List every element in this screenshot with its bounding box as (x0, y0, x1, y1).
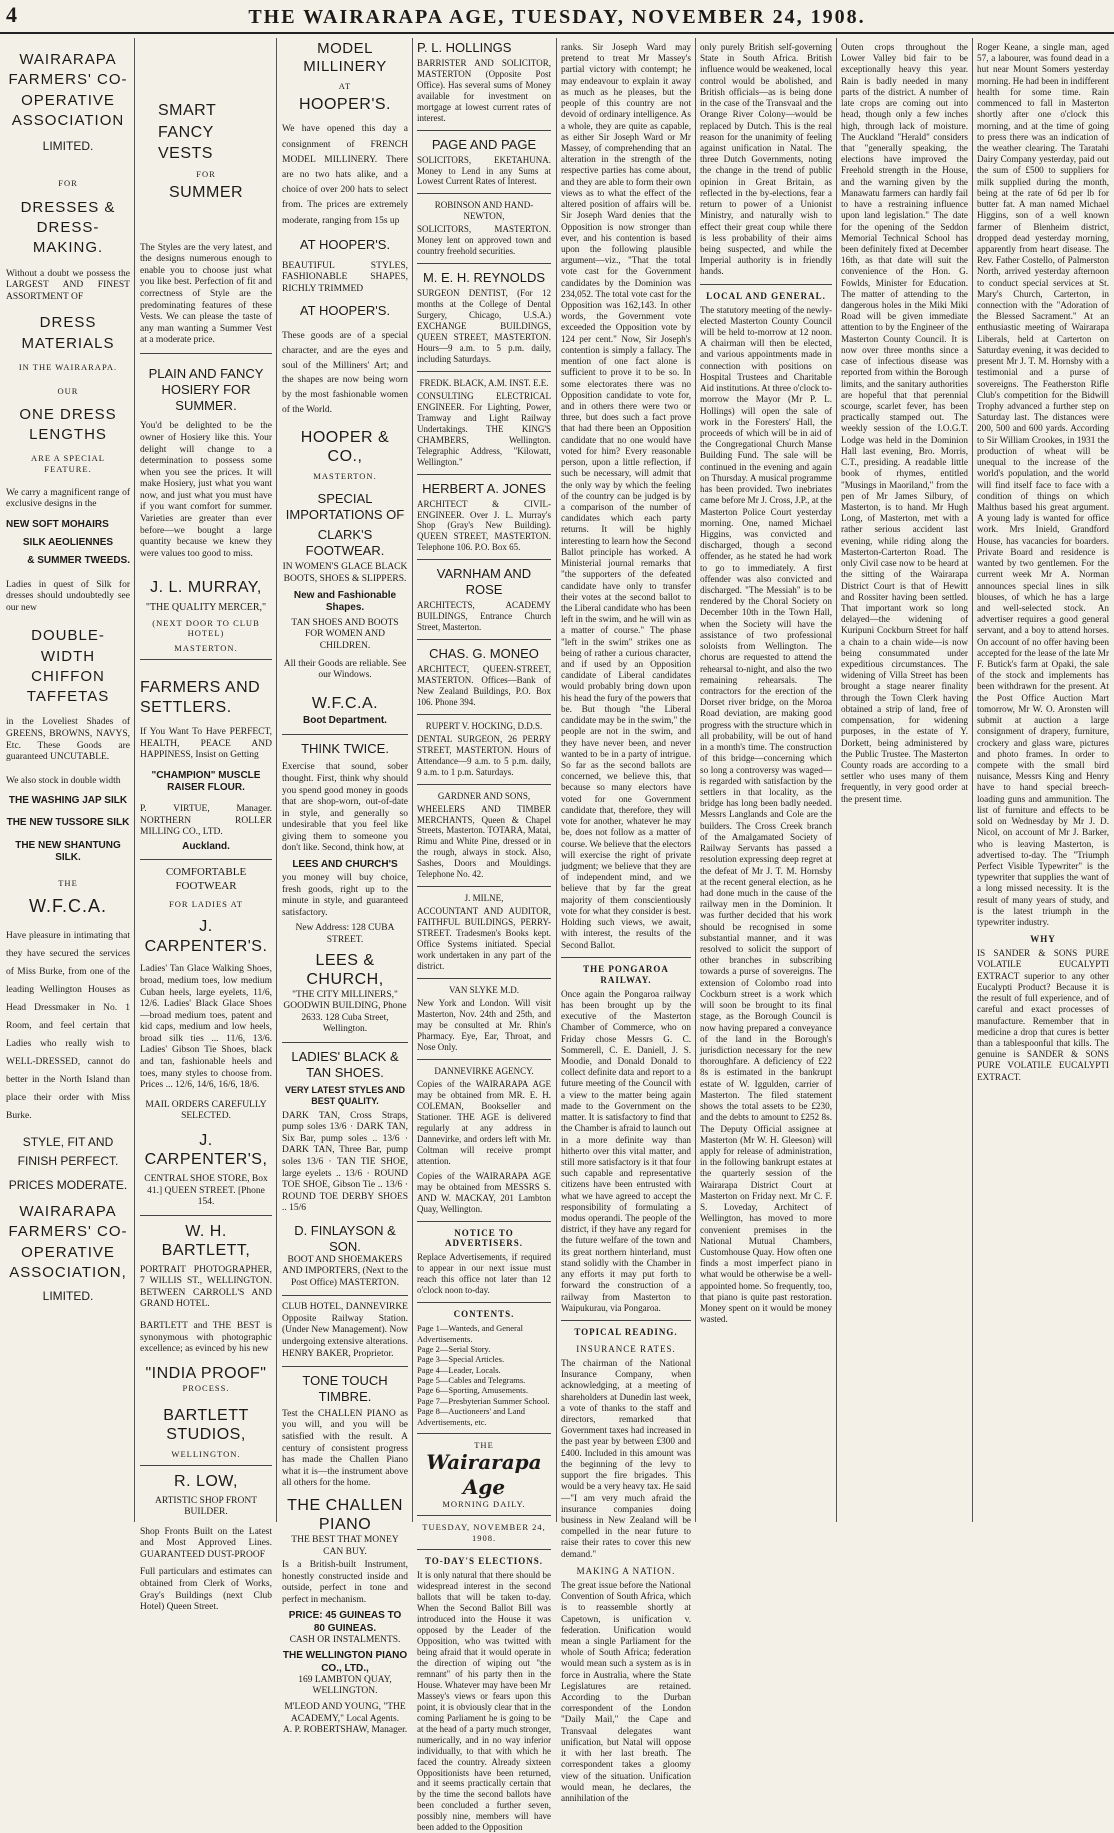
robertshaw: A. P. ROBERTSHAW, Manager. (282, 1725, 408, 1736)
tan-list: DARK TAN, Cross Straps, pump soles 13/6 · DARK TAN, Six Bar, pump soles .. 13/6 · DARK TAN, Three Bar, pump soles 13/6 · TAN TIE SHOE, large eyelets .. 13/6 · ROUND TOE SHOE, Gibson Tie .. 13/6 · ROUND TOE DERBY SHOES .. 15/6 (282, 1110, 408, 1214)
special-feature: ARE A SPECIAL FEATURE. (31, 453, 105, 474)
limited-footer: LIMITED. (42, 1289, 94, 1304)
morning-daily: MORNING DAILY. (442, 1499, 526, 1510)
org-name: WAIRARAPA FARMERS' CO-OPERATIVE ASSOCIATION (8, 51, 128, 129)
column-4-directory-leader (417, 40, 551, 1833)
topical-heading: TOPICAL READING. (574, 1327, 678, 1337)
why-text: IS SANDER & SONS PURE VOLATILE EUCALYPTI EXTRACT superior to any other Eucalypti Product? Because it is the result of full experience, and of careful and exact processes of manufacture. Remember that in medicine a drop that cures is better than a tablespoonful that kills. The genuine is SANDER & SONS PURE VOLATILE EUCALYPTI EXTRACT. (977, 948, 1109, 1082)
divider (417, 263, 551, 264)
india-proof: "INDIA PROOF" (145, 1364, 267, 1382)
millinery-heading: MODEL MILLINERY (303, 40, 387, 76)
challen-text: Test the CHALLEN PIANO as you will, and you will be satisfied with the result. A century of consistent progress has made the Challen Piano what it is—the instrument above all others for the home. (282, 1408, 408, 1489)
divider (417, 559, 551, 560)
vests-for: FOR (196, 168, 216, 179)
hooper-co: HOOPER & CO., (300, 428, 390, 466)
column-rule (276, 38, 277, 1522)
divider (417, 1515, 551, 1516)
divider (140, 859, 272, 860)
finlayson: D. FINLAYSON & SON. (294, 1222, 396, 1254)
bartlett-sub: PORTRAIT PHOTOGRAPHER, 7 WILLIS ST., WELLINGTON. BETWEEN CARROLL'S AND GRAND HOTEL. (140, 1264, 272, 1310)
dresses-heading: DRESSES & DRESS-MAKING. (20, 198, 116, 257)
moneo: CHAS. G. MONEO (429, 646, 539, 661)
very-latest: VERY LATEST STYLES AND BEST QUALITY. (284, 1084, 405, 1106)
dannevirke-text: Copies of the WAIRARAPA AGE may be obtained from MR. E. H. COLEMAN, Bookseller and Stationer. THE AGE is delivered regularly at any address in Dannevirke, and orders left with Mr. Coltman will receive prompt attention. (417, 1078, 551, 1166)
divider (561, 957, 691, 958)
divider (282, 1366, 408, 1367)
quality-mercer: "THE QUALITY MERCER," (145, 601, 267, 613)
lees-text: you money will buy choice, fresh goods, right up to the minute in style, and guaranteed satisfactory. (282, 873, 408, 918)
central-shoe: CENTRAL SHOE STORE, Box 41.] QUEEN STREET. [Phone 154. (144, 1173, 268, 1208)
our-label: OUR (57, 386, 79, 397)
column-1-wfca-ad (6, 40, 130, 1520)
best-money: THE BEST THAT MONEY CAN BUY. (291, 1534, 399, 1557)
lees-church: LEES AND CHURCH'S (292, 858, 398, 870)
divider (417, 371, 551, 372)
divider (282, 1042, 408, 1043)
one-dress-lengths: ONE DRESS LENGTHS (19, 405, 117, 443)
jap-silk: THE WASHING JAP SILK (8, 795, 128, 807)
burke-text: Have pleasure in intimating that they have secured the services of Miss Burke, from one of the leading Wellington Houses as Head Dressmaker in No. 1 Room, and feel certain that Ladies who really wish to WELL-DRESSED, cannot do better in the North Island than place their order with Miss Burke. (6, 930, 130, 1122)
page-text: SOLICITORS, EKETAHUNA. Money to Lend in any Sums at Lowest Current Rates of Interest. (417, 154, 551, 187)
divider (417, 130, 551, 131)
hocking-text: DENTAL SURGEON, 26 PERRY STREET, MASTERTON. Hours of Attendance—9 a.m. to 5 p.m. daily, 9 a.m. to 1 p.m. Saturdays. (417, 733, 551, 777)
vests-summer: SUMMER (168, 184, 244, 202)
gardner-text: WHEELERS AND TIMBER MERCHANTS, Queen & Chapel Streets, Masterton. TOTARA, Matai, Rimu and White Pine, dressed or in the rough, always in stock. Also, Sashes, Doors and Mouldings. Telephone No. 42. (417, 803, 551, 880)
column-7-local-news (841, 40, 968, 1520)
shantung-silk: THE NEW SHANTUNG SILK. (15, 839, 121, 863)
dress-materials: DRESS MATERIALS (21, 314, 115, 352)
hollings-text: BARRISTER AND SOLICITOR, MASTERTON (Opposite Post Office). Has several sums of Money available for investment on mortgage at lowest current rates of interest. (417, 57, 551, 123)
nation-text: The great issue before the National Convention of South Africa, which is to reassemble shortly at Capetown, is unification v. federation. Unification would mean a single Parliament for the whole of South Africa; federation would mean such a system as is in force in Australia, where the State Legislatures are retained. According to the Durban correspondent of the London "Daily Mail," the Cape and Transvaal delegates want unification, but Natal will oppose it with her last breath. The correspondent takes a gloomy view of the situation. Unification would mean, he declares, the annihilation of the (561, 1579, 691, 1803)
nation-continued: only purely British self-governing State in South Africa. British influence would be weakened, local control would be abolished, and British officials—as is being done in the case of the Transvaal and the Orange River Colony—would be replaced by Dutch. This is the real reason for the unanimity of feeling against unification in Natal. The three Dutch Governments, noting the change in the trend of public opinion in Great Britain, as reflected in the by-elections, fear a return to power of a Unionist Ministry, and naturally wish to effect their great coup while there is less probability of their aims being suspected, and while the Imperial authority is in friendly hands. (700, 42, 832, 277)
local-text-3: Roger Keane, a single man, aged 57, a labourer, was found dead in a hut near Mount Somers yesterday morning. He had been in indifferent health for some time. Rain commenced to fall in Masterton shortly after one o'clock this morning, and at the time of going to press there was an indication of the weather clearing. The Taratahi Dairy Company yesterday, paid out the sum of £500 to suppliers for milk supplied during the month, being at the rate of 6d per lb for butter fat. A man named Michael Higgins, son of a well known farmer of Blenheim district, dropped dead yesterday morning, apparently from heart disease. The Rev. Father Costello, of Palmerston North, arrived yesterday afternoon to conduct special services at St. Mary's Church, Carterton, in connection with the "Adoration of the Blessed Sacrament." At an enthusiastic meeting of Wairarapa Liberals, held at Carterton on Saturday evening, it was decided to present Mr J. T. M. Hornsby with a testimonial and a purse of sovereigns. The Featherston Rifle Club's competition for the Bidwill Trophy advanced a further step on Saturday last. The distances were 200, 500 and 600 yards. According to Sir William Crookes, in 1931 the production of wheat will be unequal to the increase of the world's population, and the world will find itself face to face with a condition of things on which Malthus based his great argument. A young lady is wanted for office work. Mrs Inield, Grandford House, has vacancies for boarders. Private Board and residence is wanted by two gentlemen. For the current week Mr A. Norman announces special lines in silk blouses, of which he has a large and well-selected stock. An advertiser requires a good general servant, and a boy to attend horses. On account of no offer having been accepted for the lease of the late Mr F. Butick's farm at Opaki, the sale of the stock and implements has been withdrawn for the present. At the Post Office Auction Mart tomorrow, Mr W. O. Aronsten will submit at auction a large consignment of drapery, furniture, crockery and glass ware, pictures and photo frames. In order to compete with the small bird nuisance, Messrs King and Henry have to hand special breech-loading guns and ammunition. The list of furniture and effects to be sold on Wednesday by Mr J. D. Nicol, on account of Mr J. Barker, who is leaving Masterton, is advertised to-day. The "Triumph Perfect Visible Typewriter" is the typewriter that supplies the want of a long missed necessity. It is the result of many years of study, and is the latest triumph in the typewriter industry. (977, 42, 1109, 928)
milne: J. MILNE, (464, 893, 504, 904)
railway-heading: THE PONGAROA RAILWAY. (583, 963, 669, 985)
farmers-text: If You Want To Have PERFECT, HEALTH, PEACE AND HAPPINESS, Insist on Getting (140, 727, 272, 761)
divider (140, 353, 272, 354)
ladies-silk-text: Ladies in quest of Silk for dresses should undoubtedly see our new (6, 579, 130, 613)
farmers-heading: FARMERS AND SETTLERS. (140, 679, 261, 716)
varnham-text: ARCHITECTS, ACADEMY BUILDINGS, Entrance Church Street, Masterton. (417, 600, 551, 633)
shades-text: in the Loveliest Shades of GREENS, BROWNS, NAVYS, Etc. These Goods are guaranteed UNCUTABLE. (6, 717, 130, 763)
van-slyke-text: New York and London. Will visit Masterton, Nov. 24th and 25th, and may be consulted at Mr. Rhin's Pharmacy. Eye, Ear, Throat, and Nose Only. (417, 998, 551, 1052)
footwear-text: Ladies' Tan Glace Walking Shoes, broad, medium toes, low medium Cuban heels, large eyelets, 11/6, 12/6. Ladies' Black Glace Shoes—broad medium toes, patent and kid caps, medium and low heels, broad silk ties ... 11/6, 13/6. Ladies' Gibson Tie Shoes, black and tan, fashionable heels and toes, many styles to choose from. Prices ... 12/6, 14/6, 16/6, 18/6. (140, 964, 272, 1091)
dannevirke-agency: DANNEVIRKE AGENCY. (434, 1065, 534, 1076)
lambton-quay: 169 LAMBTON QUAY, WELLINGTON. (298, 1674, 392, 1697)
gardner: GARDNER AND SONS, (437, 790, 531, 801)
millinery-at: AT (338, 80, 352, 91)
contents-item: Page 6—Sporting, Amusements. (417, 1385, 528, 1396)
bartlett-wellington: WELLINGTON. (171, 1448, 241, 1459)
hosiery-text: You'd be delighted to be the owner of Hosiery like this. Your delight will change to a determination to possess some when you see the prices. It will make Hosiery, just what you want now, and just what you must have if you want comfort for summer. Varieties are greater than ever before—we bought a large quantity because we knew they were values too good to miss. (140, 421, 272, 559)
column-rule (695, 38, 696, 1522)
carpenter-name: J. CARPENTER'S. (144, 918, 268, 955)
prices-heading: PRICES MODERATE. (8, 1177, 128, 1192)
divider (417, 1433, 551, 1434)
carpenter-name-2: J. CARPENTER'S, (144, 1131, 268, 1169)
for-label: FOR (58, 177, 78, 188)
silk-line-1: NEW SOFT MOHAIRS (6, 519, 109, 531)
reliable-text: All their Goods are reliable. See our Windows. (283, 658, 407, 681)
low-text: Shop Fronts Built on the Latest and Most Approved Lines. GUARANTEED DUST-PROOF (140, 1526, 272, 1560)
column-8-local-news (977, 40, 1109, 1520)
contents-item: Page 8—Auctioneers' and Land Advertisements, etc. (417, 1406, 525, 1427)
special-imports: SPECIAL IMPORTATIONS OF (285, 490, 405, 522)
the-label: THE (58, 878, 78, 888)
divider (417, 474, 551, 475)
divider (417, 639, 551, 640)
local-heading: LOCAL AND GENERAL. (706, 290, 826, 301)
murray-name: J. L. MURRAY, (150, 579, 262, 597)
insurance-heading: INSURANCE RATES. (576, 1343, 676, 1354)
wellington-agency: Copies of the WAIRARAPA AGE may be obtained from MESSRS S. AND W. MACKAY, 201 Lambton Quay, Wellington. (417, 1170, 551, 1214)
at-hoopers: AT HOOPER'S. (299, 236, 391, 252)
masthead (0, 0, 1114, 34)
robinson-text: SOLICITORS, MASTERTON. Money lent on approved town and country freehold securities. (417, 224, 551, 257)
reynolds: M. E. H. REYNOLDS (422, 270, 546, 286)
lees-church-2: LEES & CHURCH, (306, 951, 384, 989)
the-label: THE (474, 1439, 494, 1450)
column-5-leader (561, 40, 691, 1803)
mail-orders: MAIL ORDERS CAREFULLY SELECTED. (145, 1099, 267, 1122)
divider (417, 978, 551, 979)
silk-line-2: SILK AEOLIENNES (22, 537, 114, 549)
divider (140, 659, 272, 660)
stock-in-text: We also stock in double width (6, 775, 121, 786)
vests-text: The Styles are the very latest, and the designs numerous enough to enable you to choose just what you like best. Perfection of fit and correctness of Style are the predominating features of these Vests. We can please the taste of any man wanting a Summer Vest at a moderate price. (140, 242, 272, 346)
footwear-heading: COMFORTABLE FOOTWEAR (165, 866, 247, 892)
tan-shoes-sub: TAN SHOES AND BOOTS FOR WOMEN AND CHILDREN. (291, 617, 399, 652)
new-address: New Address: 128 CUBA STREET. (295, 923, 395, 946)
divider (282, 734, 408, 735)
notice-heading: NOTICE TO ADVERTISERS. (445, 1227, 523, 1249)
divider (561, 1320, 691, 1321)
low-foot: Full particulars and estimates can obtained from Clerk of Works, Gray's Buildings (next Club Hotel) Queen Street. (140, 1567, 272, 1613)
think-text: Exercise that sound, sober thought. First, think why should you spend good money in goods that are shop-worn, out-of-date in style, and generally so undesirable that you feel like giving them to someone you don't like. Second, think how, at (282, 762, 408, 854)
silk-line-3: & SUMMER TWEEDS. (27, 555, 130, 567)
page-number: 4 (6, 2, 17, 27)
process-label: PROCESS. (182, 1383, 230, 1394)
think-twice: THINK TWICE. (301, 740, 389, 756)
hats-text: These goods are of a special character, and are the eyes and soul of the Milliners' Art; and the shapes are now being worn by the most fashionable women of the World. (282, 331, 408, 415)
divider (282, 1295, 408, 1296)
virtue-text: P. VIRTUE, Manager. NORTHERN ROLLER MILLING CO., LTD. (140, 804, 272, 838)
divider (417, 1221, 551, 1222)
why-heading: WHY (1030, 934, 1056, 945)
challen-piano: THE CHALLEN PIANO (287, 1496, 403, 1534)
nation-heading: MAKING A NATION. (576, 1565, 676, 1576)
leader-date: TUESDAY, NOVEMBER 24, 1908. (422, 1522, 546, 1543)
challen-text-2: Is a British-built Instrument, honestly constructed inside and outside, perfect in tone and perfect in mechanism. (282, 1560, 408, 1605)
clarks-footwear: CLARK'S FOOTWEAR. (305, 526, 385, 558)
limited: LIMITED. (42, 139, 94, 153)
notice-text: Replace Advertisements, if required to appear in our next issue must reach this office not later than 12 o'clock noon to-day. (417, 1252, 551, 1296)
finlayson-sub: BOOT AND SHOEMAKERS AND IMPORTERS, (Next to the Post Office) MASTERTON. (282, 1254, 408, 1288)
local-text-2: Outen crops throughout the Lower Valley bid fair to be exceptionally heavy this year. Rain is badly needed in many parts of the district. A number of late crops are coming out into head, though only a few inches high, through lack of moisture. The Auckland "Herald" considers that "generally speaking, the elections have improved the Freehold strength in the House, and the warning given by the Manawatu farmers can hardly fail to have a restraining influence upon land legislation." The date for the opening of the Seddon Memorial Technical School has been definitely fixed at December 16th, as that date will suit the convenience of the Hon. G. Fowlds, Minister for Education. The matter of attending to the dangerous holes in the Miki Miki Road will be given immediate attention to by the Engineer of the Masterton County Council. It is now over three months since a case of infectious disease was reported from within the Borough limits, and the sanitary authorities are hopeful that that perennial scourge, scarlet fever, has been practically stamped out. The weekly session of the I.O.G.T. Lodge was held in the Dominion Hall last evening, Bro. Morris, C.T., presiding. A readable little book of rhymes, entitled "Musings in Maoriland," from the pen of Mr James Silbury, of Masterton, is to hand. Mr Hugh Long, of Masterton, met with a rather serious accident last evening, while riding along the Masterton-Carterton Road. The only Civil case now to be heard at the sitting of the Wairarapa District Court is that of Hewitt and Rossiter having been settled. That important work so long delayed—the widening of Kuripuni Cockburn Street for half a chain to a chain wide—is now being consummated under expeditious circumstances. The widening of Villa Street has been brought a stage nearer finality through the Town Clerk having obtained a strip of land, free of compensation, for widening purposes, in the estate of Y. Dorkett, being administered by the Public Trustee. The Masterton County roads are according to a settler who uses many of them frequently, in very good order at the present time. (841, 42, 968, 804)
elections-heading: TO-DAY'S ELECTIONS. (424, 1556, 544, 1567)
champion-flour: "CHAMPION" MUSCLE RAISER FLOUR. (151, 769, 261, 794)
reynolds-text: SURGEON DENTIST, (For 12 months at the College of Dental Surgery, Chicago, U.S.A.) EXCHANGE BUILDINGS, QUEEN STREET, MASTERTON. Hours—9 a.m. to 5 p.m. daily, including Saturdays. (417, 288, 551, 364)
boot-department: Boot Department. (303, 715, 387, 727)
murray-town: MASTERTON. (174, 642, 238, 653)
clarks-sub: IN WOMEN'S GLACE BLACK BOOTS, SHOES & SLIPPERS. (282, 562, 408, 584)
in-wairarapa: IN THE WAIRARAPA. (18, 361, 118, 372)
divider (417, 784, 551, 785)
divider (417, 1549, 551, 1550)
page-and-page: PAGE AND PAGE (431, 136, 537, 152)
wfca-boot: W.F.C.A. (311, 694, 379, 712)
divider (417, 193, 551, 194)
next-door: (NEXT DOOR TO CLUB HOTEL) (152, 618, 260, 639)
hoopers-heading: HOOPER'S. (298, 95, 391, 113)
elections-text: It is only natural that there should be widespread interest in the second ballots that will be taken to-day. When the Second Ballot Bill was introduced into the House it was opposed by the Leader of the Opposition, who was twitted with being afraid that it would operate in the direction of wiping out "the remnant" of his party then in the House. Whatever may have been Mr Massey's views or fears upon this point, it is obviously clear that in the coming Parliament he is going to be at the head of a party much stronger, numerically, and in no way inferior individually, to that with which he faced the country. Already sixteen Oppositionists have been returned, and it seems practically certain that by the time the second ballots have been concluded a further seven, possibly nine, members will have been added to the Opposition (417, 1570, 551, 1833)
moneo-text: ARCHITECT, QUEEN-STREET, MASTERTON. Offices—Bank of New Zealand Buildings, P.O. Box 106. Phone 394. (417, 663, 551, 707)
intro-text: Without a doubt we possess the LARGEST AND FINEST ASSORTMENT OF (6, 268, 130, 302)
contents-item: Page 5—Cables and Telegrams. (417, 1375, 526, 1386)
black: FREDK. BLACK, A.M. INST. E.E. (419, 377, 549, 388)
railway-text: Once again the Pongaroa railway has been brought up by the executive of the Masterton Chamber of Commerce, who on Friday chose Messrs G. C. Sommerell, C. E. Daniell, J. S. Moodie, and Donald Donald to collect definite data and report to a future meeting of the Council with a view to the matter being again made to the Government on the matter. It is satisfactory to find that the Chamber is afraid to launch out in a more definite way than hitherto over this vital matter, and still more satisfactory is it that four such capable and representative citizens have been entrusted with what we have agreed to accept the responsibility of formulating a modus operandi. The people of the district, if they have any regard for the future welfare of the town and its great northern hinterland, must stand solidly with the Chamber in any efforts it may put forth to forward the construction of a railway from Masterton to Waipukurau, via Pongaroa. (561, 988, 691, 1313)
column-rule (556, 38, 557, 1522)
divider (417, 1059, 551, 1060)
low-name: R. LOW, (174, 1473, 238, 1491)
varnham: VARNHAM AND ROSE (436, 566, 532, 598)
bartlett-studios: BARTLETT STUDIOS, (163, 1406, 249, 1444)
divider (417, 714, 551, 715)
robinson: ROBINSON AND HAND-NEWTON, (434, 200, 534, 222)
leader-text: ranks. Sir Joseph Ward may pretend to treat Mr Massey's partial victory with contempt; he may endeavour to explain it away as much as he pleases, but the people of this country are not devoid of ordinary intelligence. As a whole, they are quite as capable, as either Sir Joseph Ward or Mr Massey, of comprehending that an alteration in the strength of the respective parties has come about, and they are able to form their own views as to what the effect of the altered position of affairs will be. Sir Joseph Ward denies that the Opposition is now stronger than ever, and his contention is based upon the following plausible argument—viz., "That the total vote cast for the Government candidates by the Dominion was 234,052. The total vote cast for the Opposition was 162,143. In other words, the Government vote exceeded the Opposition vote by 124 per cent." Now, Sir Joseph's contention is simply a fallacy. The mention of one fact alone is sufficient to prove it to be so. In some electorates there was no Opposition candidate to vote for, and in others there were two or three, but does such a fact prove that had there been an Opposition candidate that no one would have voted for him? Every reasonable person, upon a little reflection, if such be necessary, will admit that the only way by which the feeling of the country can be judged is by a comparison of the number of candidates which each party returns. It will be highly interesting to learn how the Second Ballot principle has worked. A Ministerial journal remarks that "the supporters of the defeated candidate have only to transfer their votes at the second ballot to the Liberal candidate who has been left in the swim, and he will win as a matter of course." The phase "left in the swim" strikes one as being of rather a curious character, and if used by an Opposition candidate of Liberal candidates would probably bring down upon his head the fury of the powers that be. But though "the Liberal candidate may be in the swim," the people are not in the swim, and they have never been, and never wanted to be in a party of intrigue. So far as the second ballots are concerned, we believe this, that because so many electors have voted for one Government candidate that, therefore, they will vote for another, whatever he may be, does not follow as a matter of course. We believe that the electors will exercise the right of private judgment; we believe that they are of independent mind, and we believe that by far the great majority of them conscientiously vote for what they consider is best. Holding such views, we await, with interest, the results of the Second Ballot. (561, 42, 691, 950)
wellington-piano: THE WELLINGTON PIANO CO., LTD., (282, 1650, 408, 1674)
divider (140, 1465, 272, 1466)
paper-nameplate: Wairarapa Age (426, 1450, 542, 1499)
low-sub: ARTISTIC SHOP FRONT BUILDER. (154, 1495, 257, 1518)
at-hoopers-2: AT HOOPER'S. (299, 303, 391, 319)
org-name-footer: WAIRARAPA FARMERS' CO-OPERATIVE ASSOCIATION, (8, 1203, 128, 1281)
jones: HERBERT A. JONES (422, 480, 546, 496)
jones-text: ARCHITECT & CIVIL-ENGINEER. Over J. L. Murray's Shop (Gray's New Building). QUEEN STREET, MASTERTON. Telephone 106. P.O. Box 65. (417, 498, 551, 553)
column-6-local-news (700, 40, 832, 1520)
vests-heading: SMART FANCY VESTS (158, 102, 216, 163)
hosiery-heading: PLAIN AND FANCY HOSIERY FOR SUMMER. (148, 365, 264, 413)
contents-heading: CONTENTS. (453, 1309, 515, 1320)
auckland: Auckland. (182, 841, 230, 853)
goodwin-building: GOODWIN BUILDING, Phone 2633. 128 Cuba Street, Wellington. (283, 1001, 407, 1035)
style-fit-heading: STYLE, FIT AND FINISH PERFECT. (17, 1135, 119, 1169)
divider (700, 284, 832, 285)
designs-text: We carry a magnificent range of exclusive designs in the (6, 487, 130, 510)
insurance-text: The chairman of the National Insurance Company, when acknowledging, at a meeting of shareholders at Dunedin last week, a vote of thanks to the staff and directors, remarked that Government taxes had increased in the past year by between £300 and £400. Included in this amount was the beginning of the levy to support the fire brigades. This would be a very heavy tax. He said—"I am very much afraid the insurance companies doing business in New Zealand will be compelled in the near future to raise their rates to cover this new demand." (561, 1357, 691, 1559)
bartlett-name: W. H. BARTLETT, (161, 1222, 251, 1260)
column-rule (836, 38, 837, 1522)
beautiful-styles: BEAUTIFUL STYLES, FASHIONABLE SHAPES, RICHLY TRIMMED (282, 260, 408, 294)
contents-item: Page 7—Presbyterian Summer School. (417, 1395, 550, 1406)
hocking: RUPERT V. HOCKING, D.D.S. (425, 720, 543, 731)
contents-item: Page 1—Wanteds, and General Advertisements. (417, 1323, 524, 1344)
double-width-heading: DOUBLE-WIDTH CHIFFON TAFFETAS (26, 627, 110, 706)
bartlett-best: BARTLETT and THE BEST is synonymous with photographic excellence; as evinced by his new (140, 1321, 272, 1355)
column-3-ads (282, 40, 408, 1736)
divider (140, 1215, 272, 1216)
divider (417, 1302, 551, 1303)
city-milliners: "THE CITY MILLINERS," (292, 989, 398, 1000)
contents-item: Page 2—Serial Story. (417, 1344, 491, 1355)
club-hotel: CLUB HOTEL, DANNEVIRKE Opposite Railway Station. (Under New Management). Now undergoing extensive alterations. HENRY BAKER, Proprietor. (282, 1302, 408, 1359)
mcleod-young: M'LEOD AND YOUNG, "THE ACADEMY," Local Agents. (284, 1701, 406, 1724)
tan-shoes-heading: LADIES' BLACK & TAN SHOES. (291, 1048, 399, 1080)
cash-instalments: CASH OR INSTALMENTS. (289, 1634, 401, 1645)
column-rule (134, 38, 135, 1522)
contents-item: Page 3—Special Articles. (417, 1354, 505, 1365)
wfca-heading: W.F.C.A. (28, 896, 107, 917)
milne-text: ACCOUNTANT AND AUDITOR, FAITHFUL BUILDINGS, PERRY-STREET. Tradesmen's Books kept. Office Systems initiated. Special work undertaken in any part of the district. (417, 906, 551, 972)
challen-price: PRICE: 45 GUINEAS TO 80 GUINEAS. (288, 1610, 402, 1634)
tussore-silk: THE NEW TUSSORE SILK (6, 817, 130, 829)
newspaper-title: THE WAIRARAPA AGE, TUESDAY, NOVEMBER 24, 1908. (248, 6, 866, 28)
black-text: CONSULTING ELECTRICAL ENGINEER. For Lighting, Power, Tramway and Light Railway Undertakings. THE KING'S CHAMBERS, Wellington. Telegraphic Address, "Kilowatt, Wellington." (417, 390, 551, 467)
divider (417, 886, 551, 887)
hollings: P. L. HOLLINGS (417, 40, 512, 55)
new-fashionable: New and Fashionable Shapes. (293, 589, 397, 613)
column-2-ads (140, 40, 272, 1613)
millinery-text: We have opened this day a consignment of FRENCH MODEL MILLINERY. There are no two hats alike, and a choice of over 200 hats to select from. The prices are extremely moderate, ranging from 15s up (282, 124, 408, 226)
hooper-town: MASTERTON. (313, 470, 377, 481)
column-rule (412, 38, 413, 1522)
column-rule (972, 38, 973, 1522)
local-text: The statutory meeting of the newly-elected Masterton County Council will be held to-morrow at 12 noon. A chairman will then be elected, and various appointments made in connection with positions on Hospital Trustees and Charitable Aid institutions. At three o'clock to-morrow the Mayor (Mr P. L. Hollings) will open the sale of work in the Foresters' Hall, the proceeds of which will be in aid of the Congregational Church Manse Building Fund. The sale will be continued in the evening and again on Thursday. A musical programme has been provided. Two inebriates came before Mr J. Cross, J.P., at the Masterton Police Court yesterday morning. One, named Michael Higgins, was convicted and discharged, though a second offender, as he stated he had work to go to immediately. A first offender was also convicted and discharged. "The Messiah" is to be rendered by the Choral Society on December 10th in the Town Hall, when the Society will have the assistance of two professional soloists from Wellington. The chorus are requested to attend the rehearsal to-night, and also the two remaining rehearsals. The contractors for the erection of the Dorset river bridge, on the Moroa Road deviation, are making good progress with the structure which in all probability, will be out of hand in a month's time. The construction of this bridge—concerning which so long a controversy was waged—is regarded with satisfaction by the settlers in that locality, as the bridge has long been badly needed. Messrs Langlands and Cole are the builders. The Cross Creek branch of the Amalgamated Society of Railway Servants has passed a resolution expressing deep regret at the defeat of Mr J. T. M. Hornsby at the recent general election, as he had done much in the cause of the railway men in the Dominion. It was further decided that his work should be recognised in some substantial manner, and it was resolved to solicit the support of other branches in subscribing towards a purse of sovereigns. The extension of Colombo road into Cockburn street is a work which will soon be brought to its final stage, as the Borough Council is now having prepared a conveyance of the land in the Borough's jurisdiction necessary for the new thoroughfare. A deficiency of £22 8s is estimated in the bankrupt estate of W. Iggulden, carrier of Masterton. The filed statement shows the total assets to be £230, and the debts to amount to £252 8s. The Deputy Official assignee at Masterton (Mr W. H. Gleeson) will apply for release of administration, in the following bankrupt estates at the quarterly session of the Wairarapa District Court at Masterton on Friday next. Mr C. F. S. Loveday, Architect of Wellington, has moved to more convenient premises in the National Mutual Chambers, Customhouse Quay. How often one finds a most imperfect piano in what would be otherwise be a well-appointed home. So frequently, too, that piano is quite past restoration. Money spent on it would be money wasted. (700, 304, 832, 1325)
contents-list (417, 1323, 551, 1427)
contents-item: Page 4—Leader, Locals. (417, 1364, 501, 1375)
for-ladies: FOR LADIES AT (169, 899, 243, 910)
tone-touch: TONE TOUCH TIMBRE. (302, 1373, 388, 1405)
van-slyke: VAN SLYKE M.D. (449, 985, 519, 996)
